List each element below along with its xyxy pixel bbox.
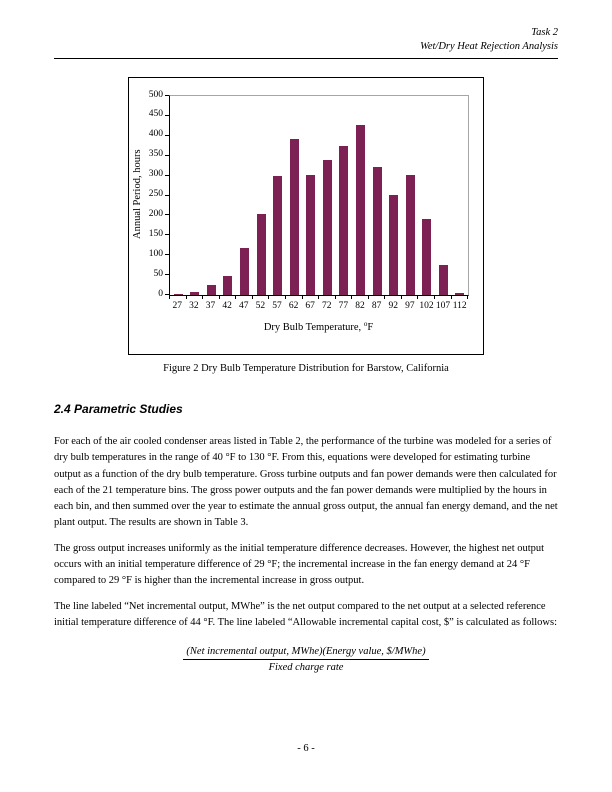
x-tick-mark: [418, 295, 435, 299]
x-tick-mark: [203, 295, 220, 299]
bar: [422, 219, 431, 295]
bar-slot: [336, 96, 353, 295]
degree-symbol: o: [363, 320, 368, 328]
x-tick-mark: [435, 295, 452, 299]
x-tick-mark: [352, 295, 369, 299]
bar: [356, 125, 365, 295]
paragraph-2: The gross output increases uniformly as the initial temperature difference decreases. However, the highest net output occurs with an initial temperature difference of 29 °F; the incremental increase in the fan energy demand at 24 °F compared to 29 °F is higher than the incremental increase in gross output.: [54, 542, 545, 587]
y-tick-label: 200: [148, 208, 163, 219]
x-tick-label: 107: [435, 301, 451, 311]
page-number: - 6 -: [297, 743, 315, 754]
x-tick-mark: [319, 295, 336, 299]
x-tick-label: 37: [205, 301, 216, 311]
x-tick-label: 77: [338, 301, 349, 311]
bar-slot: [203, 96, 220, 295]
bar-series: [170, 96, 468, 295]
bar: [339, 146, 348, 295]
bar: [406, 175, 415, 295]
bar-slot: [418, 96, 435, 295]
x-tick-mark: [220, 295, 237, 299]
x-tick-label: 57: [272, 301, 282, 311]
bar: [273, 176, 282, 295]
header-rule: [54, 58, 558, 59]
figure2-chart: [128, 77, 484, 355]
x-tick-label: 97: [405, 301, 415, 311]
x-tick-mark: [402, 295, 419, 299]
x-axis-title-text: Dry Bulb Temperature,: [263, 322, 364, 333]
header-task-label: Task 2: [531, 27, 558, 38]
y-tick-label: 100: [148, 248, 163, 259]
x-tick-label: 72: [322, 301, 332, 311]
bar: [389, 195, 398, 295]
x-tick-mark: [385, 295, 402, 299]
x-tick-mark: [452, 295, 469, 299]
x-tick-mark: [236, 295, 253, 299]
formula: [54, 646, 558, 673]
bar-slot: [269, 96, 286, 295]
x-tick-mark: [336, 295, 353, 299]
bar: [207, 285, 216, 295]
y-tick-label: 300: [148, 169, 163, 180]
header-report-title: Wet/Dry Heat Rejection Analysis: [420, 41, 558, 52]
x-tick-label: 42: [222, 301, 232, 311]
x-tick-label: 32: [189, 301, 199, 311]
y-tick-label: 450: [148, 109, 163, 120]
bar-slot: [303, 96, 320, 295]
y-tick-label: 350: [148, 149, 163, 160]
bar-slot: [170, 96, 187, 295]
x-tick-mark: [286, 295, 303, 299]
y-tick-label: 0: [158, 288, 163, 299]
y-tick-label: 150: [148, 228, 163, 239]
bar: [257, 214, 266, 295]
x-axis-ticks: [169, 295, 468, 299]
y-tick-label: 500: [148, 89, 163, 100]
bar-slot: [236, 96, 253, 295]
x-tick-label: 47: [238, 301, 249, 311]
page-header: [54, 26, 558, 54]
x-tick-mark: [303, 295, 320, 299]
plot-area: [169, 95, 469, 296]
bar: [290, 139, 299, 295]
bar: [373, 167, 382, 295]
x-tick-mark: [169, 295, 187, 299]
bar: [439, 265, 448, 295]
bar-slot: [220, 96, 237, 295]
x-tick-label: 82: [355, 301, 365, 311]
bar-slot: [319, 96, 336, 295]
x-tick-label: 92: [388, 301, 398, 311]
x-tick-mark: [187, 295, 204, 299]
paragraph-1: For each of the air cooled condenser areas listed in Table 2, the performance of the turbine was modeled for a series of dry bulb temperatures in the range of 40 °F to 130 °F. From this, equations were developed for estimating turbine output as a function of the dry bulb temperature. Gross turbine outputs and fan power demands were then calculated for each of the 21 temperature bins. The gross power outputs and the fan power demands were multiplied by the hours in each bin, and then summed over the year to estimate the annual gross output, the annual fan energy demand, and the net plant output. The results are shown in Table 3.: [54, 436, 558, 529]
x-tick-label: 102: [419, 301, 434, 311]
y-tick-label: 250: [148, 189, 163, 199]
x-tick-label: 112: [452, 301, 467, 311]
bar: [323, 160, 332, 295]
bar-slot: [452, 96, 469, 295]
bar-slot: [402, 96, 419, 295]
bar-slot: [187, 96, 204, 295]
x-tick-label: 87: [371, 301, 382, 311]
formula-denominator: Fixed charge rate: [268, 662, 344, 674]
bar-slot: [385, 96, 402, 295]
x-tick-mark: [253, 295, 270, 299]
y-tick-label: 50: [153, 268, 163, 279]
bar-slot: [286, 96, 303, 295]
bar-slot: [352, 96, 369, 295]
x-tick-label: 67: [305, 301, 315, 311]
x-tick-mark: [369, 295, 386, 299]
paragraph-3: The line labeled “Net incremental output, MWhe” is the net output compared to the net output at a selected reference initial temperature difference of 44 °F. The line labeled “Allowable incremental capital cost, $” is calculated as follows:: [54, 600, 557, 628]
x-axis-labels: [169, 301, 468, 311]
x-tick-label: 27: [172, 301, 183, 311]
bar-slot: [253, 96, 270, 295]
figure-caption: Figure 2 Dry Bulb Temperature Distribution for Barstow, California: [163, 363, 449, 374]
x-tick-label: 52: [255, 301, 266, 311]
bar-slot: [369, 96, 386, 295]
bar-slot: [435, 96, 452, 295]
x-axis-title-unit: F: [367, 322, 374, 333]
y-axis-title: Annual Period, hours: [132, 149, 143, 240]
x-axis-title: [169, 320, 468, 333]
formula-numerator: (Net incremental output, MWhe)(Energy value, $/MWhe): [183, 646, 428, 660]
bar: [240, 248, 249, 295]
section-heading: 2.4 Parametric Studies: [54, 402, 183, 416]
x-tick-label: 62: [288, 301, 299, 311]
y-tick-label: 400: [148, 129, 163, 140]
bar: [223, 276, 232, 296]
x-tick-mark: [269, 295, 286, 299]
bar: [306, 175, 315, 295]
